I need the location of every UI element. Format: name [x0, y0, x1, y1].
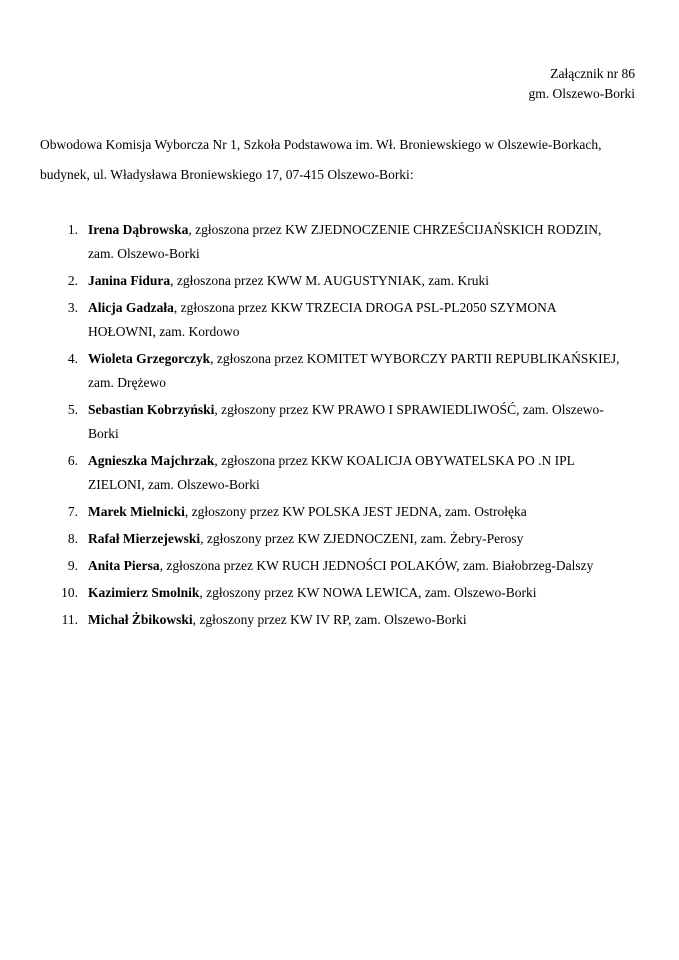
list-item — [40, 269, 627, 293]
intro-paragraph: Obwodowa Komisja Wyborcza Nr 1, Szkoła Podstawowa im. Wł. Broniewskiego w Olszewie-Borkach, budynek, ul. Władysława Broniewskiego 17, 07-415 Olszewo-Borki: — [40, 137, 602, 182]
list-item — [40, 608, 627, 632]
member-details: , zgłoszony przez KW POLSKA JEST JEDNA, zam. Ostrołęka — [184, 504, 527, 519]
member-details: , zgłoszony przez KW IV RP, zam. Olszewo-Borki — [192, 612, 467, 627]
member-details: , zgłoszony przez KW PRAWO I SPRAWIEDLIWOŚĆ, zam. Olszewo-Borki — [88, 402, 604, 441]
member-name: Janina Fidura — [88, 273, 171, 288]
member-name: Rafał Mierzejewski — [88, 531, 201, 546]
item-text — [88, 500, 627, 524]
item-number: 1. — [67, 222, 78, 237]
item-number: 10. — [61, 585, 78, 600]
member-name: Alicja Gadzała — [88, 300, 174, 315]
attachment-commune: gm. Olszewo-Borki — [528, 86, 635, 101]
attachment-header — [0, 0, 679, 104]
attachment-number: Załącznik nr 86 — [550, 66, 635, 81]
item-text — [88, 347, 627, 395]
item-number: 9. — [67, 558, 78, 573]
member-details: , zgłoszony przez KW ZJEDNOCZENI, zam. Żebry-Perosy — [200, 531, 524, 546]
member-name: Anita Piersa — [88, 558, 160, 573]
member-details: , zgłoszona przez KW ZJEDNOCZENIE CHRZEŚCIJAŃSKICH RODZIN, zam. Olszewo-Borki — [88, 222, 602, 261]
item-text — [88, 218, 627, 266]
list-item — [40, 554, 627, 578]
member-details: , zgłoszona przez KKW TRZECIA DROGA PSL-PL2050 SZYMONA HOŁOWNI, zam. Kordowo — [88, 300, 556, 339]
list-item — [40, 296, 627, 344]
item-number: 4. — [67, 351, 78, 366]
list-item — [40, 527, 627, 551]
member-details: , zgłoszona przez KKW KOALICJA OBYWATELSKA PO .N IPL ZIELONI, zam. Olszewo-Borki — [88, 453, 575, 492]
item-text — [88, 449, 627, 497]
member-name: Sebastian Kobrzyński — [88, 402, 215, 417]
item-text — [88, 296, 627, 344]
member-details: , zgłoszona przez KWW M. AUGUSTYNIAK, zam. Kruki — [170, 273, 489, 288]
member-name: Kazimierz Smolnik — [88, 585, 200, 600]
item-number: 8. — [67, 531, 78, 546]
list-item — [40, 581, 627, 605]
item-number: 7. — [67, 504, 78, 519]
item-text — [88, 608, 627, 632]
item-text — [88, 527, 627, 551]
list-item — [40, 500, 627, 524]
member-details: , zgłoszona przez KOMITET WYBORCZY PARTII REPUBLIKAŃSKIEJ, zam. Drężewo — [88, 351, 620, 390]
item-text — [88, 554, 627, 578]
member-list — [0, 218, 679, 632]
member-name: Wioleta Grzegorczyk — [88, 351, 211, 366]
item-text — [88, 269, 627, 293]
item-text — [88, 581, 627, 605]
item-number: 2. — [67, 273, 78, 288]
member-name: Irena Dąbrowska — [88, 222, 189, 237]
item-number: 3. — [67, 300, 78, 315]
member-name: Michał Żbikowski — [88, 612, 193, 627]
item-number: 6. — [67, 453, 78, 468]
list-item — [40, 398, 627, 446]
item-number: 5. — [67, 402, 78, 417]
item-number: 11. — [61, 612, 78, 627]
member-name: Agnieszka Majchrzak — [88, 453, 215, 468]
list-item — [40, 347, 627, 395]
member-details: , zgłoszona przez KW RUCH JEDNOŚCI POLAKÓW, zam. Białobrzeg-Dalszy — [159, 558, 594, 573]
list-item — [40, 218, 627, 266]
member-name: Marek Mielnicki — [88, 504, 185, 519]
member-details: , zgłoszony przez KW NOWA LEWICA, zam. Olszewo-Borki — [199, 585, 537, 600]
list-item — [40, 449, 627, 497]
item-text — [88, 398, 627, 446]
